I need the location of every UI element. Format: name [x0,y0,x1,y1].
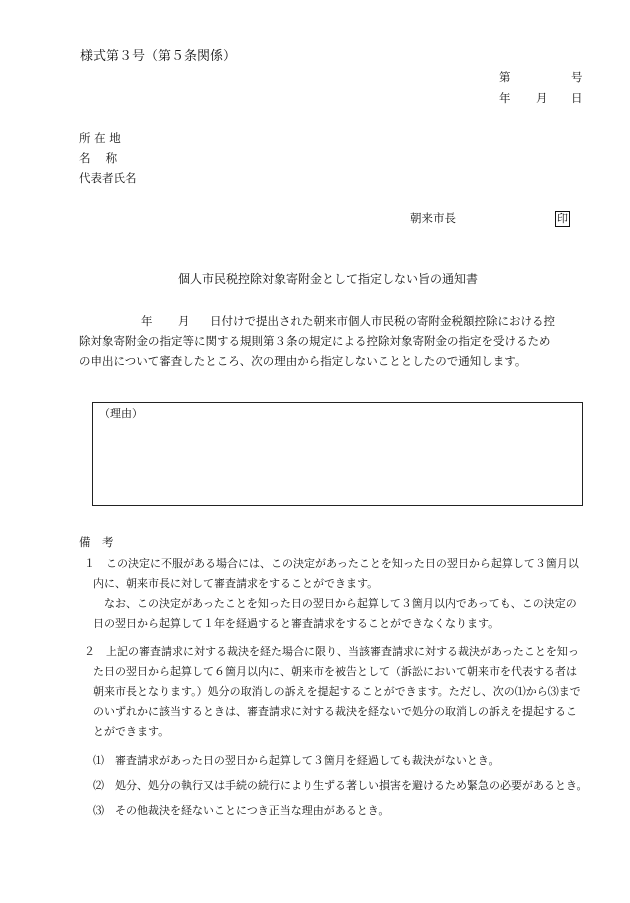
note-1-line-4: 日の翌日から起算して１年を経過すると審査請求をすることができなくなります。 [93,617,500,630]
note-2-line-3: 朝来市長となります。）処分の取消しの訴えを提起することができます。ただし、次の⑴から⑶まで [93,685,581,698]
reason-label: （理由） [99,407,143,420]
note-2-line-1: ２ 上記の審査請求に対する裁決を経た場合に限り、当該審査請求に対する裁決があったことを知っ [84,645,579,658]
representative-label: 代表者氏名 [79,171,137,185]
body-line-2: 除対象寄附金の指定等に関する規則第３条の規定による控除対象寄附金の指定を受けるため [79,334,551,348]
note-2-sub-3: ⑶ その他裁決を経ないことにつき正当な理由があるとき。 [93,804,390,817]
reason-box [92,402,583,506]
notes-heading: 備 考 [79,535,114,549]
note-2-sub-2: ⑵ 処分、処分の執行又は手続の続行により生ずる著しい損害を避けるため緊急の必要があるとき。 [93,779,588,792]
note-1-line-1: １ この決定に不服がある場合には、この決定があったことを知った日の翌日から起算して３箇月以 [84,557,579,570]
note-1-line-3: なお、この決定があったことを知った日の翌日から起算して３箇月以内であっても、この決定の [104,597,577,610]
body-month: 月 [178,314,190,328]
note-2-line-4: のいずれかに該当するときは、審査請求に対する裁決を経ないで処分の取消しの訴えを提起するこ [93,705,577,718]
document-title: 個人市民税控除対象寄附金として指定しない旨の通知書 [178,272,479,286]
note-2-line-2: た日の翌日から起算して６箇月以内に、朝来市を被告として（訴訟において朝来市を代表する者は [93,665,577,678]
note-2-sub-1: ⑴ 審査請求があった日の翌日から起算して３箇月を経過しても裁決がないとき。 [93,754,500,767]
note-1-line-2: 内に、朝来市長に対して審査請求をすることができます。 [93,577,379,590]
form-number: 様式第３号（第５条関係） [80,49,237,64]
body-line-3: の申出について審査したところ、次の理由から指定しないこととしたので通知します。 [79,354,527,368]
note-2-line-5: とができます。 [93,725,170,738]
body-line-1: 日付けで提出された朝来市個人市民税の寄附金税額控除における控 [210,314,555,328]
address-label: 所 在 地 [79,131,121,145]
date-month: 月 [536,91,548,105]
body-year: 年 [141,314,153,328]
name-label: 名 称 [79,151,118,165]
date-day: 日 [571,91,583,105]
seal-mark: 印 [557,212,568,225]
issuer-title: 朝来市長 [410,211,456,225]
document-number-suffix: 号 [571,70,583,84]
document-number-prefix: 第 [499,70,511,84]
date-year: 年 [499,91,511,105]
